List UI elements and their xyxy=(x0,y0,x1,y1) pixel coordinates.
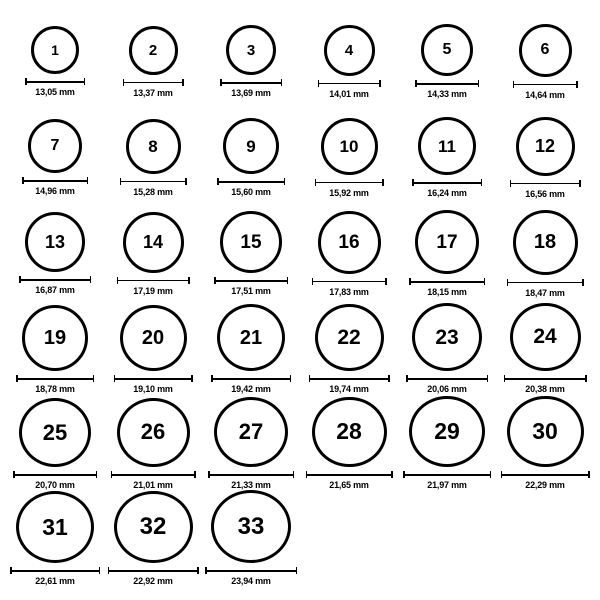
ring-size-number: 6 xyxy=(540,41,550,58)
dimension-tick-left xyxy=(406,375,408,382)
ring-size-cell xyxy=(104,490,202,586)
ring-size-cell xyxy=(300,106,398,202)
ring-circle xyxy=(217,304,285,371)
ring-dimension xyxy=(217,178,285,197)
ring-size-cell xyxy=(202,490,300,586)
dimension-tick-right xyxy=(391,471,393,478)
ring-size-cell xyxy=(496,202,594,298)
dimension-tick-left xyxy=(117,277,119,284)
dimension-bar xyxy=(205,570,297,572)
ring-size-number: 18 xyxy=(533,231,557,253)
dimension-line xyxy=(111,471,196,478)
dimension-line xyxy=(504,375,587,382)
ring-circle xyxy=(321,118,378,175)
dimension-tick-left xyxy=(10,567,12,574)
ring-dimension xyxy=(211,375,291,394)
dimension-tick-right xyxy=(490,471,492,478)
dimension-tick-left xyxy=(312,278,314,285)
ring-size-cell xyxy=(300,202,398,298)
ring-size-cell xyxy=(104,394,202,490)
ring-size-number: 13 xyxy=(44,232,66,252)
dimension-tick-left xyxy=(208,471,210,478)
dimension-tick-left xyxy=(25,78,27,85)
dimension-bar xyxy=(403,474,491,476)
ring-circle xyxy=(123,212,184,273)
ring-size-number: 4 xyxy=(344,41,354,59)
ring-size-number: 27 xyxy=(238,419,264,444)
ring-diameter-label: 23,94 mm xyxy=(231,576,271,586)
dimension-tick-left xyxy=(22,177,24,184)
dimension-line xyxy=(217,178,285,185)
ring-size-cell xyxy=(398,106,496,202)
ring-size-number: 16 xyxy=(338,231,360,253)
dimension-bar xyxy=(123,82,184,84)
dimension-tick-right xyxy=(93,375,95,382)
dimension-line xyxy=(108,567,199,574)
ring-size-number: 5 xyxy=(442,41,452,58)
ring-dimension xyxy=(415,80,479,99)
ring-diameter-label: 22,61 mm xyxy=(35,576,75,586)
dimension-tick-left xyxy=(513,81,515,88)
dimension-tick-left xyxy=(214,277,216,284)
ring-diameter-label: 18,15 mm xyxy=(427,287,467,297)
ring-diameter-label: 21,97 mm xyxy=(427,480,467,490)
dimension-bar xyxy=(513,84,578,86)
ring-circle xyxy=(312,397,387,468)
dimension-tick-right xyxy=(388,375,390,382)
ring-size-number: 29 xyxy=(434,418,460,444)
dimension-bar xyxy=(10,570,100,572)
ring-diameter-label: 21,33 mm xyxy=(231,480,271,490)
ring-diameter-label: 22,29 mm xyxy=(525,480,565,490)
dimension-tick-left xyxy=(220,79,222,86)
ring-size-number: 26 xyxy=(140,419,166,445)
dimension-line xyxy=(16,375,94,382)
dimension-line xyxy=(306,471,393,478)
ring-circle xyxy=(223,118,279,174)
ring-dimension xyxy=(306,471,393,490)
ring-size-cell xyxy=(202,394,300,490)
ring-size-grid xyxy=(6,10,594,586)
ring-size-cell xyxy=(202,106,300,202)
ring-diameter-label: 22,92 mm xyxy=(133,576,173,586)
ring-circle xyxy=(409,396,485,467)
ring-circle xyxy=(415,210,479,274)
dimension-tick-left xyxy=(501,471,503,478)
dimension-tick-right xyxy=(487,375,489,382)
dimension-bar xyxy=(114,378,193,380)
dimension-tick-left xyxy=(205,567,207,574)
dimension-line xyxy=(22,177,88,184)
dimension-bar xyxy=(108,570,199,572)
dimension-tick-right xyxy=(284,178,286,185)
ring-dimension xyxy=(10,567,100,586)
ring-circle xyxy=(22,305,88,371)
dimension-tick-left xyxy=(211,375,213,382)
dimension-line xyxy=(318,80,381,87)
ring-circle xyxy=(519,24,572,77)
ring-dimension xyxy=(205,567,297,586)
dimension-bar xyxy=(306,474,393,476)
dimension-tick-right xyxy=(379,80,381,87)
ring-dimension xyxy=(117,277,190,296)
dimension-tick-right xyxy=(191,375,193,382)
dimension-tick-right xyxy=(96,471,98,478)
ring-dimension xyxy=(403,471,491,490)
ring-size-number: 14 xyxy=(142,232,164,252)
dimension-line xyxy=(211,375,291,382)
ring-size-cell xyxy=(6,394,104,490)
dimension-tick-left xyxy=(19,276,21,283)
ring-dimension xyxy=(312,278,387,297)
ring-size-number: 9 xyxy=(246,136,256,156)
ring-dimension xyxy=(315,179,384,198)
ring-circle xyxy=(412,303,482,371)
ring-diameter-label: 19,74 mm xyxy=(329,384,369,394)
ring-size-number: 21 xyxy=(239,326,263,349)
ring-dimension xyxy=(108,567,199,586)
dimension-tick-left xyxy=(504,375,506,382)
ring-size-number: 19 xyxy=(43,327,67,349)
ring-circle xyxy=(421,24,473,76)
ring-circle xyxy=(315,304,384,372)
dimension-tick-left xyxy=(510,180,512,187)
ring-dimension xyxy=(220,79,282,98)
ring-circle xyxy=(516,117,575,176)
dimension-line xyxy=(25,78,85,85)
ring-circle xyxy=(324,25,375,76)
ring-dimension xyxy=(114,375,193,394)
dimension-line xyxy=(501,471,590,478)
ring-circle xyxy=(129,26,178,75)
ring-diameter-label: 15,60 mm xyxy=(231,187,271,197)
dimension-bar xyxy=(309,378,390,380)
ring-size-cell xyxy=(300,10,398,106)
ring-dimension xyxy=(513,81,578,100)
ring-diameter-label: 13,37 mm xyxy=(133,87,173,98)
dimension-line xyxy=(309,375,390,382)
ring-size-number: 17 xyxy=(436,231,458,253)
ring-size-number: 7 xyxy=(50,137,60,154)
ring-circle xyxy=(507,396,584,468)
ring-dimension xyxy=(504,375,587,394)
ring-diameter-label: 14,33 mm xyxy=(427,89,467,99)
ring-circle xyxy=(117,398,190,468)
dimension-tick-right xyxy=(385,278,387,285)
dimension-line xyxy=(409,278,485,285)
ring-size-cell xyxy=(496,394,594,490)
dimension-tick-right xyxy=(478,80,480,87)
dimension-tick-right xyxy=(484,278,486,285)
ring-circle xyxy=(211,490,291,563)
ring-dimension xyxy=(507,279,584,298)
ring-diameter-label: 16,56 mm xyxy=(525,188,565,199)
ring-size-number: 15 xyxy=(240,231,262,253)
dimension-bar xyxy=(507,282,584,284)
ring-size-cell xyxy=(398,202,496,298)
dimension-line xyxy=(13,471,97,478)
ring-size-number: 11 xyxy=(438,136,456,156)
ring-dimension xyxy=(501,471,590,490)
ring-dimension xyxy=(318,80,381,99)
ring-diameter-label: 19,10 mm xyxy=(133,384,173,394)
ring-size-number: 20 xyxy=(141,326,165,349)
dimension-line xyxy=(208,471,294,478)
dimension-bar xyxy=(16,378,94,380)
dimension-tick-left xyxy=(123,79,125,86)
dimension-tick-right xyxy=(293,471,295,478)
ring-size-cell xyxy=(398,394,496,490)
ring-size-number: 31 xyxy=(42,513,68,540)
dimension-tick-right xyxy=(99,567,101,574)
ring-size-cell xyxy=(496,10,594,106)
dimension-line xyxy=(312,278,387,285)
dimension-tick-left xyxy=(409,278,411,285)
ring-size-cell xyxy=(202,202,300,298)
ring-size-number: 12 xyxy=(534,136,556,156)
ring-dimension xyxy=(309,375,390,394)
ring-dimension xyxy=(409,278,485,297)
dimension-tick-left xyxy=(412,179,414,186)
ring-circle xyxy=(220,211,282,273)
ring-circle xyxy=(513,210,578,275)
ring-size-number: 32 xyxy=(139,512,167,540)
ring-circle xyxy=(214,397,288,467)
dimension-tick-left xyxy=(111,471,113,478)
ring-circle xyxy=(19,398,91,467)
ring-circle xyxy=(120,305,187,372)
dimension-tick-left xyxy=(309,375,311,382)
dimension-bar xyxy=(111,474,196,476)
dimension-tick-right xyxy=(481,179,483,186)
dimension-bar xyxy=(406,378,488,380)
ring-size-number: 10 xyxy=(339,136,359,156)
ring-size-number: 22 xyxy=(337,325,361,349)
dimension-tick-right xyxy=(197,567,199,574)
dimension-bar xyxy=(412,182,482,184)
ring-dimension xyxy=(123,79,184,98)
dimension-bar xyxy=(19,279,91,281)
ring-size-cell xyxy=(202,298,300,394)
ring-size-cell xyxy=(104,298,202,394)
dimension-bar xyxy=(510,183,581,185)
dimension-tick-left xyxy=(318,80,320,87)
ring-circle xyxy=(28,119,82,173)
dimension-tick-right xyxy=(194,471,196,478)
ring-circle xyxy=(418,117,476,175)
dimension-bar xyxy=(13,474,97,476)
dimension-tick-right xyxy=(182,79,184,86)
ring-size-cell xyxy=(398,10,496,106)
ring-dimension xyxy=(13,471,97,490)
ring-dimension xyxy=(214,277,288,296)
ring-diameter-label: 17,83 mm xyxy=(329,286,369,297)
ring-size-cell xyxy=(6,202,104,298)
dimension-bar xyxy=(501,474,590,476)
ring-size-cell xyxy=(496,298,594,394)
ring-size-number: 1 xyxy=(51,42,59,58)
ring-circle xyxy=(318,211,381,274)
dimension-line xyxy=(415,80,479,87)
dimension-bar xyxy=(318,83,381,85)
ring-size-number: 25 xyxy=(42,419,68,445)
ring-circle xyxy=(114,491,193,564)
dimension-tick-left xyxy=(13,471,15,478)
ring-size-cell xyxy=(6,106,104,202)
ring-circle xyxy=(510,303,581,372)
ring-dimension xyxy=(406,375,488,394)
dimension-line xyxy=(315,179,384,186)
ring-diameter-label: 17,51 mm xyxy=(231,286,271,296)
dimension-tick-right xyxy=(90,276,92,283)
dimension-line xyxy=(114,375,193,382)
dimension-tick-right xyxy=(382,179,384,186)
dimension-line xyxy=(412,179,482,186)
ring-diameter-label: 18,78 mm xyxy=(35,384,75,394)
dimension-tick-left xyxy=(108,567,110,574)
ring-size-number: 30 xyxy=(532,417,558,444)
ring-circle xyxy=(31,26,79,74)
dimension-tick-right xyxy=(185,178,187,185)
dimension-bar xyxy=(504,378,587,380)
ring-diameter-label: 16,87 mm xyxy=(35,285,75,295)
ring-dimension xyxy=(22,177,88,196)
ring-circle xyxy=(25,212,85,272)
ring-size-number: 2 xyxy=(148,41,158,59)
ring-size-cell xyxy=(496,106,594,202)
dimension-line xyxy=(120,178,187,185)
dimension-tick-right xyxy=(579,180,581,187)
ring-dimension xyxy=(120,178,187,197)
dimension-tick-right xyxy=(281,79,283,86)
ring-diameter-label: 13,05 mm xyxy=(35,87,75,97)
ring-size-number: 23 xyxy=(435,325,459,349)
dimension-tick-left xyxy=(403,471,405,478)
ring-size-number: 24 xyxy=(533,325,557,349)
ring-diameter-label: 20,38 mm xyxy=(525,384,565,394)
ring-diameter-label: 20,70 mm xyxy=(35,480,75,490)
dimension-tick-right xyxy=(585,375,587,382)
ring-size-cell xyxy=(104,202,202,298)
dimension-bar xyxy=(208,474,294,476)
dimension-tick-left xyxy=(507,279,509,286)
dimension-tick-left xyxy=(415,80,417,87)
ring-dimension xyxy=(111,471,196,490)
ring-size-cell xyxy=(6,10,104,106)
dimension-tick-right xyxy=(87,177,89,184)
dimension-line xyxy=(510,180,581,187)
dimension-bar xyxy=(415,83,479,85)
ring-diameter-label: 14,96 mm xyxy=(35,186,75,196)
ring-dimension xyxy=(208,471,294,490)
ring-circle xyxy=(126,119,181,174)
dimension-tick-left xyxy=(16,375,18,382)
ring-diameter-label: 20,06 mm xyxy=(427,384,467,394)
dimension-line xyxy=(403,471,491,478)
ring-diameter-label: 13,69 mm xyxy=(231,88,271,98)
ring-diameter-label: 14,64 mm xyxy=(525,89,565,100)
ring-diameter-label: 14,01 mm xyxy=(329,88,369,99)
dimension-bar xyxy=(120,181,187,183)
dimension-bar xyxy=(25,81,85,83)
ring-dimension xyxy=(412,179,482,198)
ring-dimension xyxy=(510,180,581,199)
dimension-tick-right xyxy=(582,279,584,286)
dimension-tick-right xyxy=(188,277,190,284)
ring-dimension xyxy=(16,375,94,394)
dimension-tick-left xyxy=(120,178,122,185)
ring-size-cell xyxy=(104,106,202,202)
dimension-bar xyxy=(315,182,384,184)
ring-diameter-label: 15,28 mm xyxy=(133,186,173,197)
ring-diameter-label: 17,19 mm xyxy=(133,285,173,296)
dimension-tick-right xyxy=(287,277,289,284)
dimension-line xyxy=(220,79,282,86)
dimension-tick-right xyxy=(84,78,86,85)
ring-diameter-label: 18,47 mm xyxy=(525,287,565,298)
ring-dimension xyxy=(25,78,85,97)
ring-diameter-label: 21,65 mm xyxy=(329,480,369,490)
dimension-tick-right xyxy=(296,567,298,574)
dimension-line xyxy=(10,567,100,574)
ring-size-cell xyxy=(6,298,104,394)
ring-size-number: 33 xyxy=(237,512,265,540)
dimension-bar xyxy=(217,181,285,183)
dimension-tick-left xyxy=(306,471,308,478)
dimension-tick-right xyxy=(290,375,292,382)
ring-size-number: 28 xyxy=(336,418,362,445)
ring-size-cell xyxy=(6,490,104,586)
ring-size-cell xyxy=(300,394,398,490)
dimension-bar xyxy=(117,280,190,282)
ring-diameter-label: 21,01 mm xyxy=(133,480,173,490)
dimension-line xyxy=(123,79,184,86)
ring-size-number: 3 xyxy=(246,41,256,59)
dimension-tick-left xyxy=(114,375,116,382)
ring-size-number: 8 xyxy=(148,136,158,156)
dimension-bar xyxy=(312,281,387,283)
dimension-tick-left xyxy=(217,178,219,185)
dimension-line xyxy=(117,277,190,284)
dimension-tick-left xyxy=(315,179,317,186)
dimension-bar xyxy=(409,281,485,283)
dimension-line xyxy=(513,81,578,88)
dimension-bar xyxy=(214,280,288,282)
dimension-tick-right xyxy=(588,471,590,478)
ring-size-cell xyxy=(398,298,496,394)
ring-diameter-label: 16,24 mm xyxy=(427,188,467,198)
ring-circle xyxy=(16,491,94,563)
dimension-line xyxy=(507,279,584,286)
ring-size-cell xyxy=(202,10,300,106)
dimension-line xyxy=(214,277,288,284)
dimension-line xyxy=(406,375,488,382)
dimension-line xyxy=(19,276,91,283)
ring-diameter-label: 19,42 mm xyxy=(231,384,271,394)
ring-diameter-label: 15,92 mm xyxy=(329,187,369,198)
ring-dimension xyxy=(19,276,91,295)
ring-size-cell xyxy=(104,10,202,106)
dimension-line xyxy=(205,567,297,574)
dimension-tick-right xyxy=(576,81,578,88)
ring-circle xyxy=(226,25,276,75)
dimension-bar xyxy=(211,378,291,380)
ring-size-cell xyxy=(300,298,398,394)
dimension-bar xyxy=(22,180,88,182)
dimension-bar xyxy=(220,82,282,84)
